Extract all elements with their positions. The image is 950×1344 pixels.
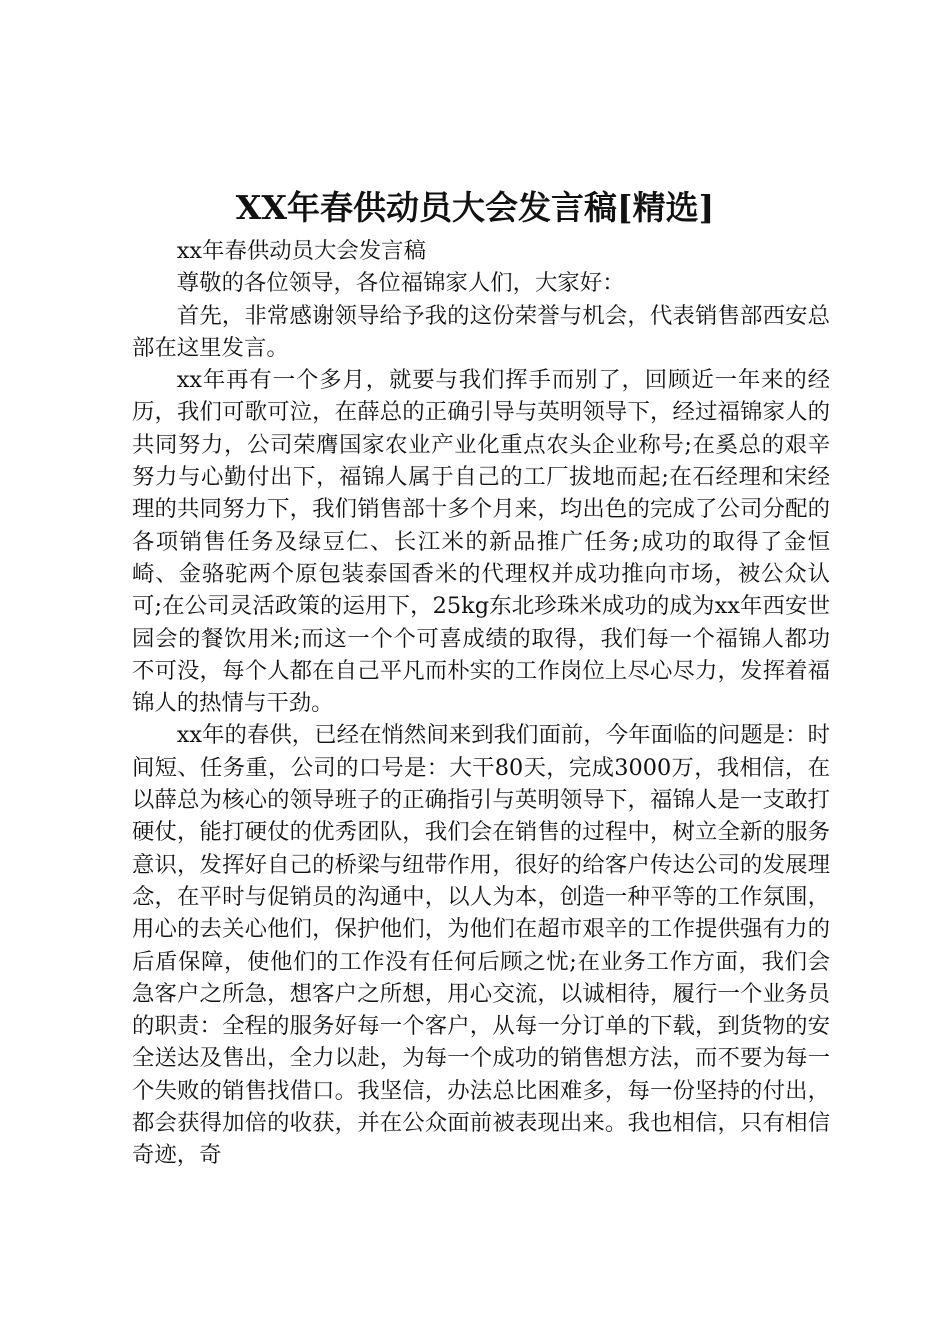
- paragraph-subtitle: xx年春供动员大会发言稿: [176, 238, 426, 264]
- paragraph-intro: 首先，非常感谢领导给予我的这份荣誉与机会，代表销售部西安总部在这里发言。: [132, 302, 830, 361]
- document-title: XX年春供动员大会发言稿[精选]: [235, 188, 715, 227]
- paragraph-review: xx年再有一个多月，就要与我们挥手而别了，回顾近一年来的经历，我们可歌可泣，在薛总的正确引导与英明领导下，经过福锦家人的共同努力，公司荣膺国家农业产业化重点农头企业称号;在奚总的艰辛努力与心勤付出下，福锦人属于自己的工厂拔地而起;在石经理和宋经理的共同努力下，我们销售部十多个月来，均出色的完成了公司分配的各项销售任务及绿豆仁、长江米的新品推广任务;成功的取得了金恒崎、金骆驼两个原包装泰国香米的代理权并成功推向市场，被公众认可;在公司灵活政策的运用下，25kg东北珍珠米成功的成为xx年西安世园会的餐饮用米;而这一个个可喜成绩的取得，我们每一个福锦人都功不可没，每个人都在自己平凡而朴实的工作岗位上尽心尽力，发挥着福锦人的热情与干劲。: [132, 367, 830, 717]
- document-body: [132, 235, 830, 1172]
- paragraph-spring-supply: xx年的春供，已经在悄然间来到我们面前，今年面临的问题是：时间短、任务重，公司的口号是：大干80天，完成3000万，我相信，在以薛总为核心的领导班子的正确指引与英明领导下，福锦人是一支敢打硬仗，能打硬仗的优秀团队，我们会在销售的过程中，树立全新的服务意识，发挥好自己的桥梁与纽带作用，很好的给客户传达公司的发展理念，在平时与促销员的沟通中，以人为本，创造一种平等的工作氛围，用心的去关心他们，保护他们，为他们在超市艰辛的工作提供强有力的后盾保障，使他们的工作没有任何后顾之忧;在业务工作方面，我们会急客户之所急，想客户之所想，用心交流，以诚相待，履行一个业务员的职责：全程的服务好每一个客户，从每一分订单的下载，到货物的安全送达及售出，全力以赴，为每一个成功的销售想方法，而不要为每一个失败的销售找借口。我坚信，办法总比困难多，每一份坚持的付出，都会获得加倍的收获，并在公众面前被表现出来。我也相信，只有相信奇迹，奇: [132, 722, 830, 1169]
- paragraph-greeting: 尊敬的各位领导，各位福锦家人们，大家好：: [176, 270, 625, 297]
